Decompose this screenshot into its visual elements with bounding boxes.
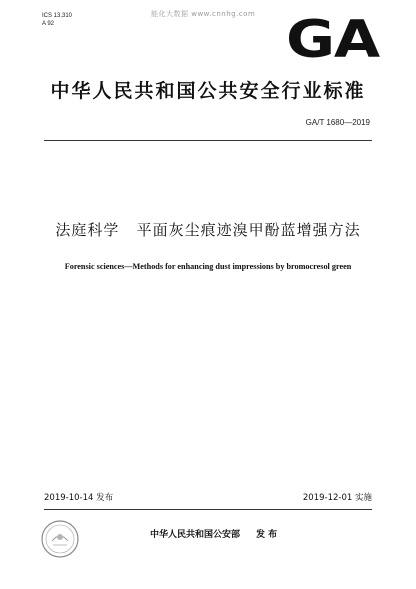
seal-stamp-icon [40,519,80,559]
document-title-cn: 法庭科学 平面灰尘痕迹溴甲酚蓝增强方法 [55,221,361,239]
standard-code: GA/T 1680—2019 [305,118,370,127]
document-title-en: Forensic sciences—Methods for enhancing dust impressions by bromocresol green [64,262,352,271]
ccs-code: A 92 [42,21,55,27]
watermark-text: 能化大数据 www.cnnhg.com [151,10,256,18]
ics-code: ICS 13.310 [42,13,73,19]
publish-verb: 发 布 [256,530,278,540]
footer-divider [44,509,372,510]
issue-date: 2019-10-14 发布 [44,493,114,503]
standard-category-title: 中华人民共和国公共安全行业标准 [50,80,366,102]
ga-logo: GA [286,10,380,70]
header-divider [44,140,372,141]
classification-codes [42,12,72,28]
publisher-name: 中华人民共和国公安部 [150,530,241,540]
publisher [150,527,277,540]
implementation-date: 2019-12-01 实施 [302,493,372,503]
